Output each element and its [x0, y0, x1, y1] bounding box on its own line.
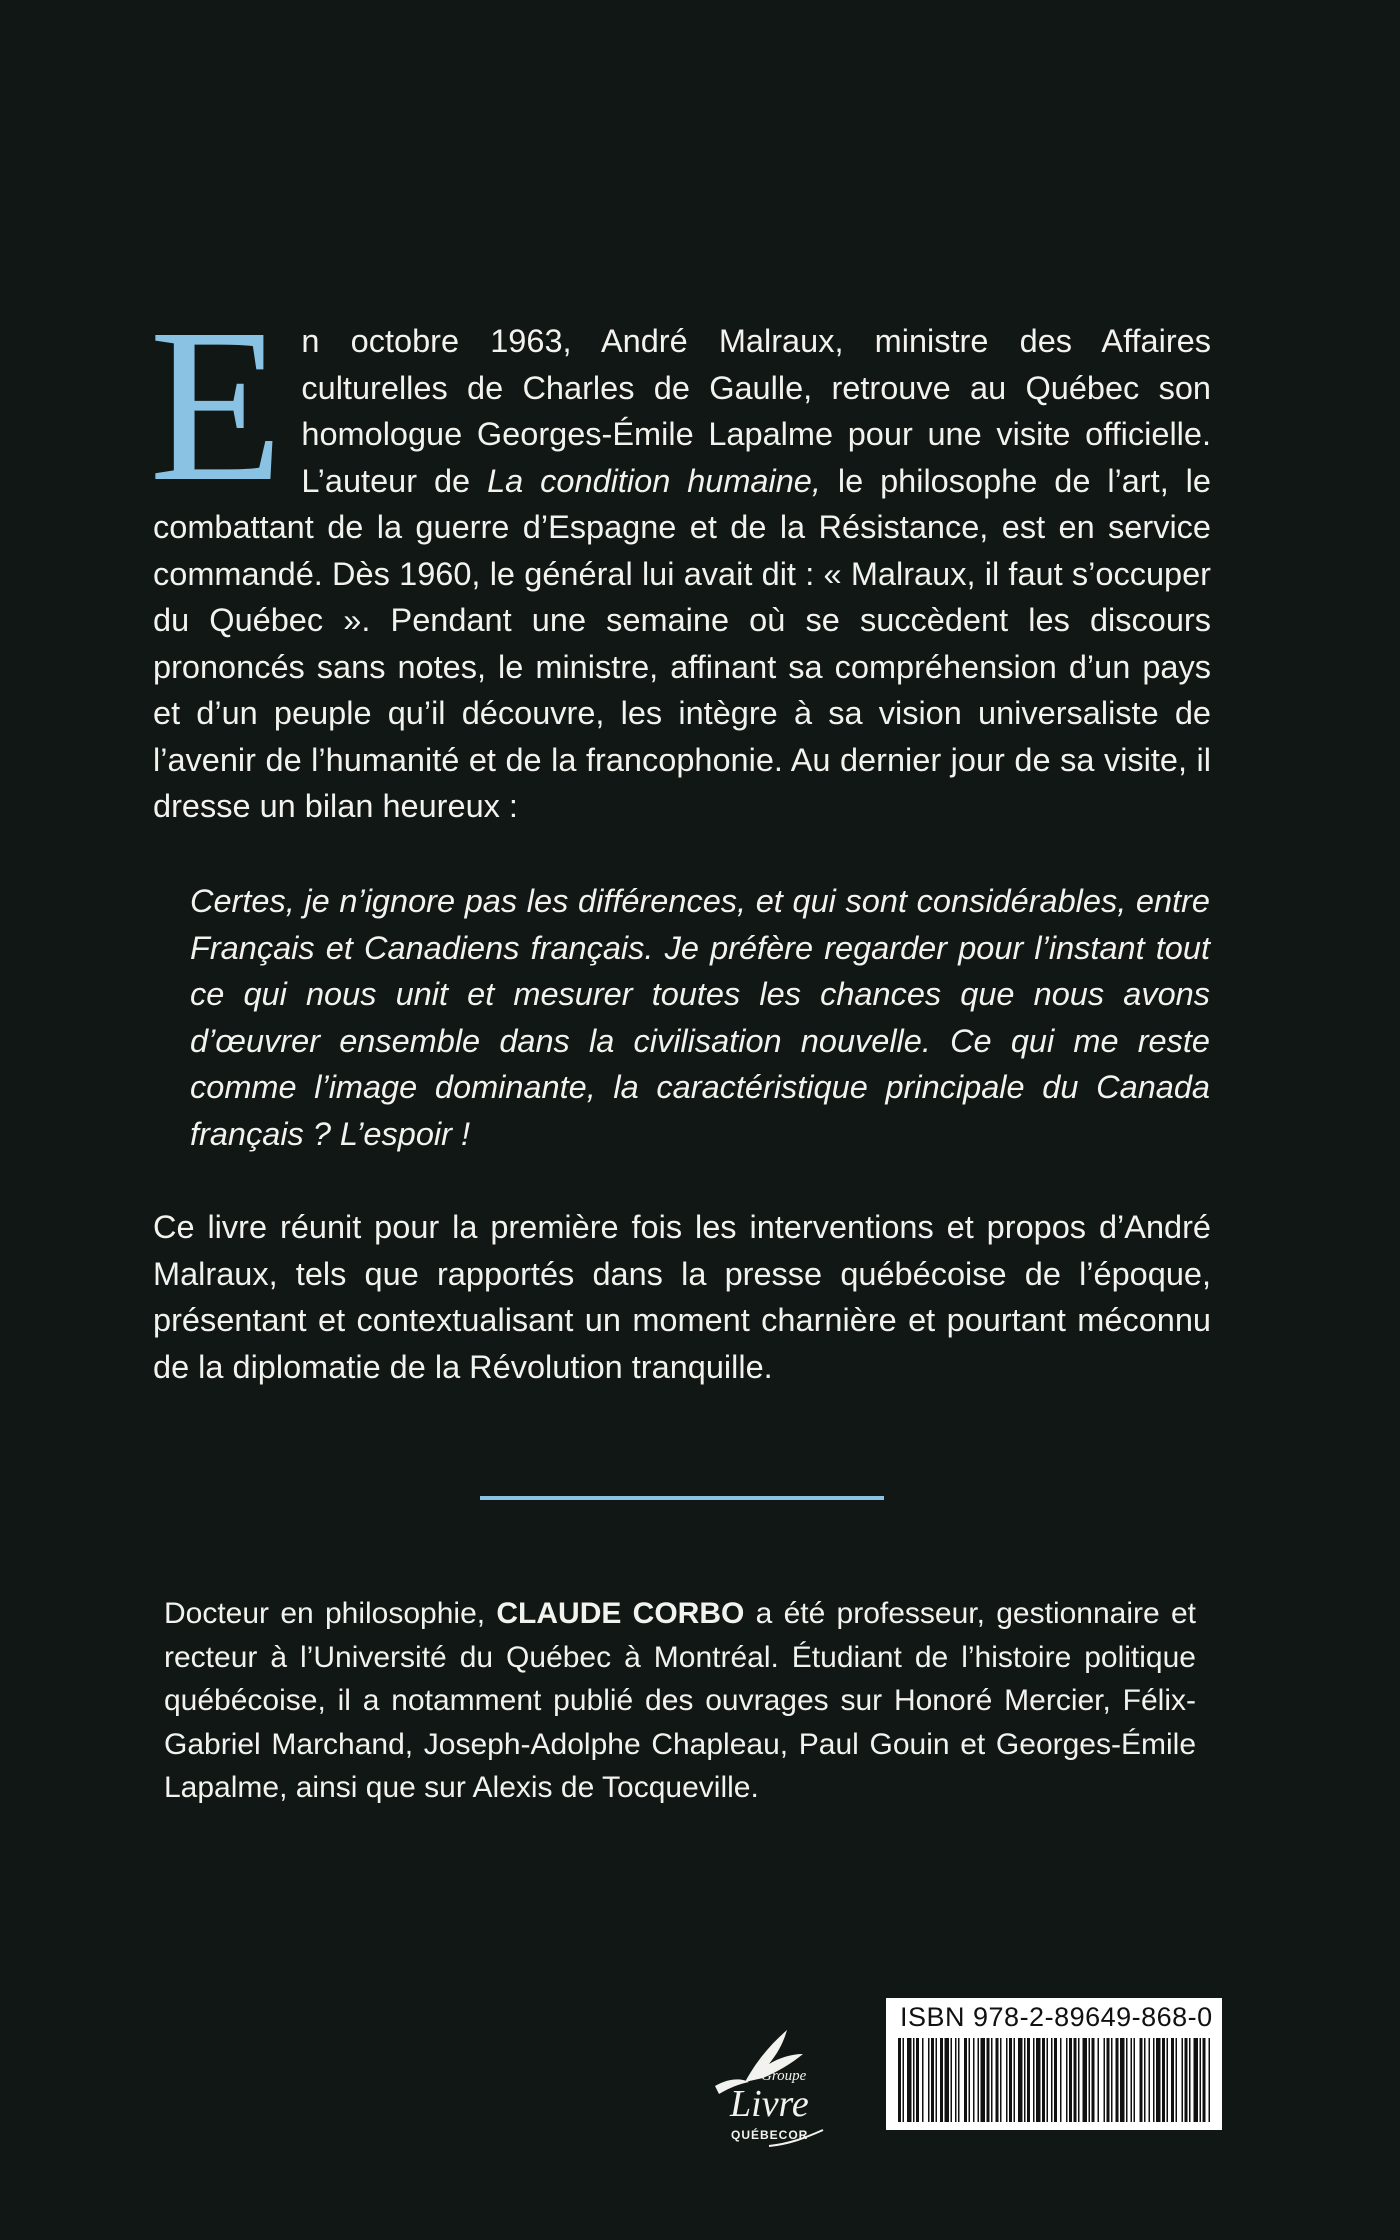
intro-text-part-1: n octobre 1963, André Malraux, ministre des Affaires culturelles de Charles de Gaulle, retrouve au Québec son homologue Georges-Émile Lapalme pour une visite officielle. L’auteur de: [301, 323, 1211, 499]
barcode-bar: [1144, 2038, 1146, 2122]
barcode-bar: [1171, 2038, 1174, 2122]
publisher-groupe: Groupe: [761, 2068, 807, 2084]
closing-paragraph: Ce livre réunit pour la première fois les interventions et propos d’André Malraux, tels que rapportés dans la presse québécoise de l’époque, présentant et contextualisant un moment charnière et pourtant méconnu de la diplomatie de la Révolution tranquille.: [153, 1209, 1211, 1385]
barcode-bar: [1182, 2038, 1184, 2122]
barcode-bar: [1209, 2038, 1211, 2122]
barcode-bar: [1036, 2038, 1041, 2122]
barcode-bar: [922, 2038, 924, 2122]
barcode-bar: [1066, 2038, 1068, 2122]
barcode-bar: [916, 2038, 919, 2122]
malraux-quote: Certes, je n’ignore pas les différences, et qui sont considérables, entre Français et Canadiens français. Je préfère regarder pour l’instant tout ce qui nous unit et mesurer toutes les chances que nous avons d’œuvrer ensemble dans la civilisation nouvelle. Ce qui me reste comme l’image dominante, la caractéristique principale du Canada français ? L’espoir !: [190, 883, 1210, 1152]
barcode-bar: [945, 2038, 950, 2122]
bio-lead: Docteur en philosophie,: [164, 1597, 497, 1630]
barcode-bar: [1051, 2038, 1053, 2122]
barcode-bar: [1033, 2038, 1035, 2122]
barcode-bar: [1131, 2038, 1133, 2122]
barcode-bar: [1092, 2038, 1095, 2122]
publisher-quebecor: QUÉBECOR: [731, 2128, 809, 2142]
barcode-bar: [1153, 2038, 1155, 2122]
barcode-bars: [898, 2038, 1210, 2122]
barcode-bar: [907, 2038, 912, 2122]
barcode-bar: [1074, 2038, 1077, 2122]
barcode-bar: [1054, 2038, 1057, 2122]
intro-text: [153, 318, 1211, 830]
barcode-bar: [1111, 2038, 1113, 2122]
barcode-bar: [1194, 2038, 1199, 2122]
barcode-bar: [1042, 2038, 1045, 2122]
barcode-bar: [1149, 2038, 1151, 2122]
barcode-bar: [940, 2038, 943, 2122]
barcode-bar: [1018, 2038, 1023, 2122]
barcode-bar: [951, 2038, 953, 2122]
barcode-bar: [1189, 2038, 1191, 2122]
barcode-bar: [1060, 2038, 1062, 2122]
barcode-bar: [931, 2038, 934, 2122]
barcode-bar: [1176, 2038, 1178, 2122]
barcode-bar: [1116, 2038, 1119, 2122]
barcode-bar: [1140, 2038, 1143, 2122]
author-name: CLAUDE CORBO: [496, 1597, 745, 1630]
barcode-bar: [1203, 2038, 1206, 2122]
divider-line: [480, 1496, 884, 1500]
barcode-bar: [1078, 2038, 1080, 2122]
barcode-bar: [1014, 2038, 1016, 2122]
barcode-bar: [1104, 2038, 1106, 2122]
barcode-bar: [1126, 2038, 1128, 2122]
barcode-bar: [1000, 2038, 1002, 2122]
intro-text-part-2: le philosophe de l’art, le combattant de la guerre d’Espagne et de la Résistance, est en service commandé. Dès 1960, le général lui avait dit : « Malraux, il faut s’occuper du Québec ». Pendant une semaine où se succèdent les discours prononcés sans notes, le ministre, affinant sa compréhension d’un pays et d’un peuple qu’il découvre, les intègre à sa vision universaliste de l’avenir de l’humanité et de la francophonie. Au dernier jour de sa visite, il dresse un bilan heureux :: [153, 462, 1211, 824]
barcode-bar: [1083, 2038, 1088, 2122]
barcode-bar: [1156, 2038, 1161, 2122]
barcode-bar: [1089, 2038, 1091, 2122]
barcode-bar: [1120, 2038, 1125, 2122]
barcode-bar: [1047, 2038, 1049, 2122]
bio-text: a été professeur, gestionnaire et recteur à l’Université du Québec à Montréal. Étudiant de l’histoire politique québécoise, il a notamment publié des ouvrages sur Honoré Mercier, Félix-Gabriel Marchand, Joseph-Adolphe Chapleau, Paul Gouin et Georges-Émile Lapalme, ainsi que sur Alexis de Tocqueville.: [164, 1597, 1196, 1804]
isbn-number: ISBN 978-2-89649-868-0: [900, 2002, 1213, 2032]
barcode-bar: [955, 2038, 957, 2122]
barcode-bar: [958, 2038, 960, 2122]
barcode-bar: [1006, 2038, 1008, 2122]
barcode-bar: [936, 2038, 938, 2122]
barcode-bar: [969, 2038, 971, 2122]
barcode-bar: [1009, 2038, 1012, 2122]
barcode-bar: [903, 2038, 905, 2122]
barcode-bar: [973, 2038, 975, 2122]
publisher-logo: [705, 2020, 840, 2150]
barcode-bar: [964, 2038, 967, 2122]
barcode-bar: [928, 2038, 930, 2122]
barcode-bar: [913, 2038, 915, 2122]
barcode-bar: [1167, 2038, 1169, 2122]
publisher-livre: Livre: [730, 2083, 809, 2125]
barcode-bar: [1098, 2038, 1100, 2122]
barcode-bar: [1024, 2038, 1026, 2122]
barcode-bar: [991, 2038, 993, 2122]
barcode-bar: [987, 2038, 990, 2122]
intro-paragraph: [149, 283, 1211, 830]
barcode-bar: [981, 2038, 986, 2122]
barcode-bar: [1069, 2038, 1072, 2122]
barcode-bar: [1185, 2038, 1188, 2122]
book-title: La condition humaine,: [487, 462, 821, 499]
barcode-bar: [1107, 2038, 1110, 2122]
isbn-barcode: [886, 1998, 1222, 2130]
barcode-bar: [1134, 2038, 1136, 2122]
barcode-bar: [978, 2038, 980, 2122]
barcode-bar: [996, 2038, 999, 2122]
author-bio: [164, 1592, 1196, 1810]
barcode-bar: [1162, 2038, 1165, 2122]
barcode-bar: [1200, 2038, 1202, 2122]
barcode-bar: [1027, 2038, 1030, 2122]
barcode-bar: [898, 2038, 901, 2122]
drop-cap: E: [149, 283, 284, 527]
